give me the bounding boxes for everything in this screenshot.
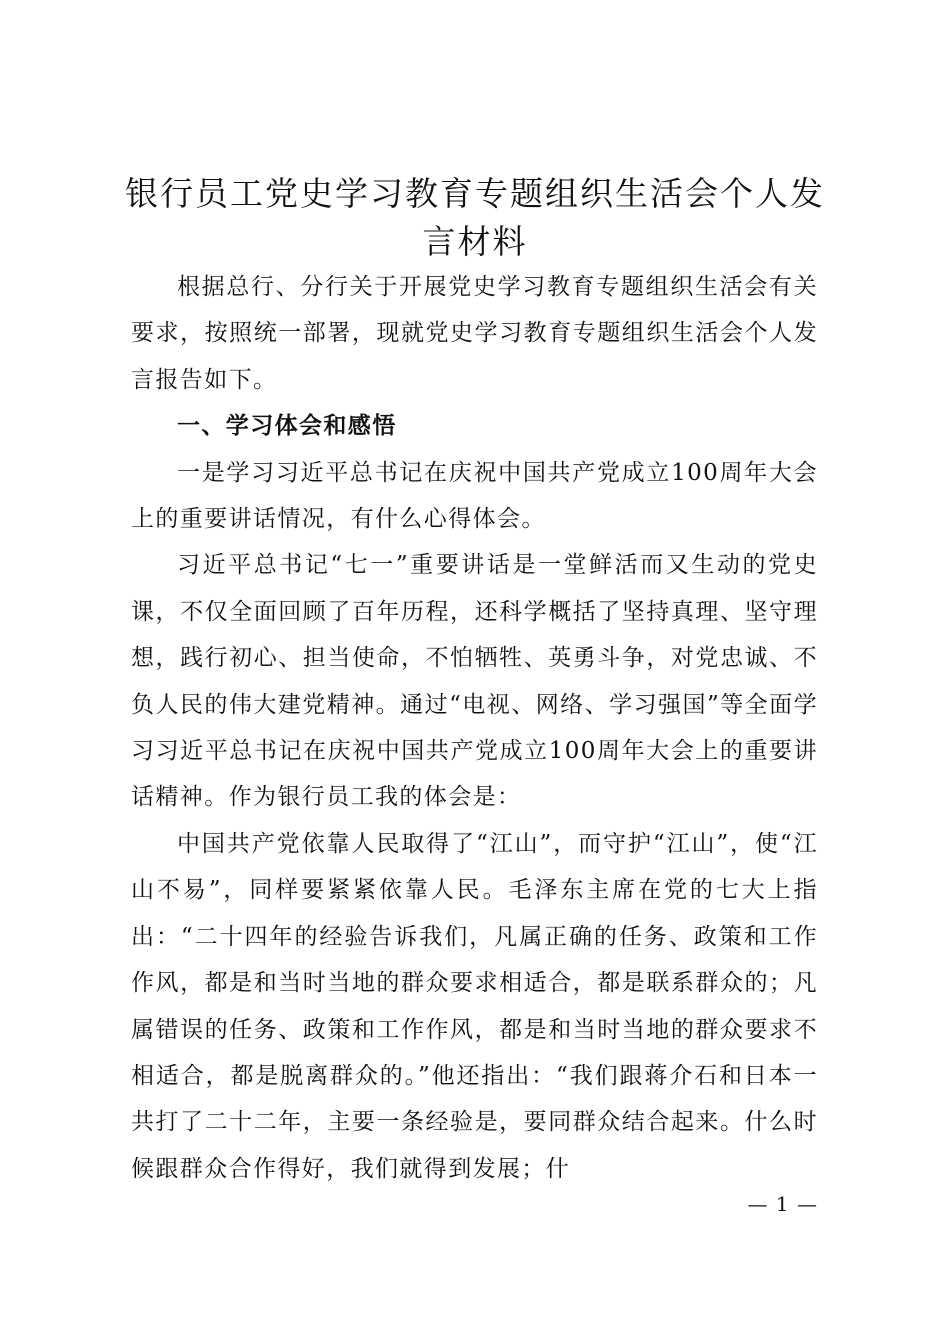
- page-number: — 1 —: [747, 1192, 818, 1216]
- document-body: [131, 264, 818, 1192]
- document-title: 银行员工党史学习教育专题组织生活会个人发言材料: [125, 174, 825, 261]
- section-heading: 一、学习体会和感悟: [177, 413, 397, 440]
- intro-paragraph: 根据总行、分行关于开展党史学习教育专题组织生活会有关要求，按照统一部署，现就党史学习教育专题组织生活会个人发言报告如下。: [131, 274, 818, 393]
- item-question-paragraph: 一是学习习近平总书记在庆祝中国共产党成立100周年大会上的重要讲话情况，有什么心得体会。: [131, 459, 818, 533]
- body-paragraph-people: 中国共产党依靠人民取得了“江山”，而守护“江山”，使“江山不易”，同样要紧紧依靠人民。毛泽东主席在党的七大上指出：“二十四年的经验告诉我们，凡属正确的任务、政策和工作作风，都是和当时当地的群众要求相适合，都是联系群众的；凡属错误的任务、政策和工作作风，都是和当时当地的群众要求不相适合，都是脱离群众的。”他还指出：“我们跟蒋介石和日本一共打了二十二年，主要一条经验是，要同群众结合起来。什么时候跟群众合作得好，我们就得到发展；什: [131, 830, 818, 1182]
- body-paragraph-speech: 习近平总书记“七一”重要讲话是一堂鲜活而又生动的党史课，不仅全面回顾了百年历程，还科学概括了坚持真理、坚守理想，践行初心、担当使命，不怕牺牲、英勇斗争，对党忠诚、不负人民的伟大建党精神。通过“电视、网络、学习强国”等全面学习习近平总书记在庆祝中国共产党成立100周年大会上的重要讲话精神。作为银行员工我的体会是：: [131, 552, 818, 811]
